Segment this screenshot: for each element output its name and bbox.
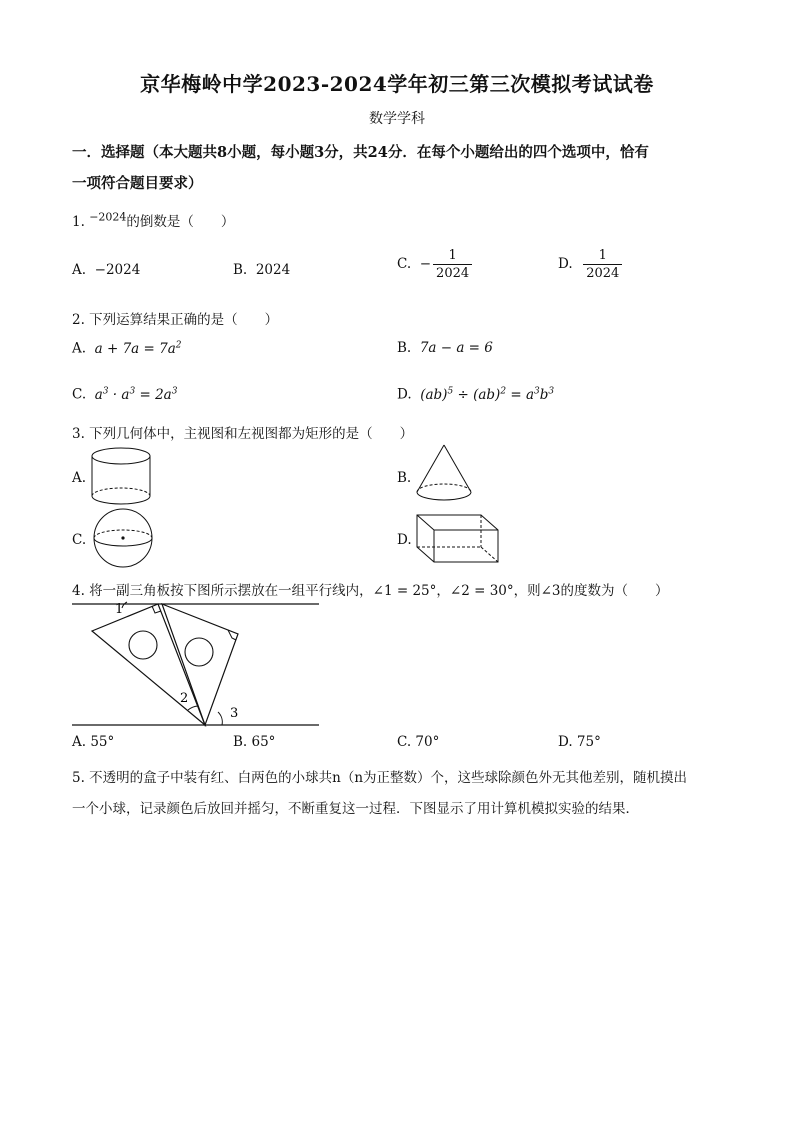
q2-option-a-formula: $a + 7a = 7a^2$ [90,340,182,357]
question-4: 4. 将一副三角板按下图所示摆放在一组平行线内，∠1 = 25°，∠2 = 30°，则∠3的度数为（ ） [72,583,669,599]
angle-3-label: 3 [230,706,239,721]
question-1-value: −2024 [89,210,127,224]
exam-title: 京华梅岭中学2023-2024学年初三第三次模拟考试试卷 [140,72,654,96]
q2-option-a [72,340,181,357]
parallel-lines-triangles-figure [70,598,322,728]
right-triangle [162,604,238,725]
q4-option-c: C. 70° [397,734,440,750]
q2-option-b-formula: 7a − a = 6 [419,340,493,356]
q3-option-a-label: A. [72,470,87,486]
section-heading-line2: 一项符合题目要求） [72,175,203,192]
question-1 [72,210,234,230]
q1-option-b [233,262,290,278]
q1-option-c-denominator: 2024 [433,264,472,281]
q1-option-d [558,248,622,281]
cylinder-figure [88,444,160,508]
exam-subject: 数学学科 [369,111,425,127]
question-2: 2. 下列运算结果正确的是（ ） [72,312,279,328]
section-heading-line1: 一．选择题（本大题共8小题，每小题3分，共24分．在每个小题给出的四个选项中，恰有 [72,144,649,161]
cone-figure [412,442,476,508]
question-1-text: 的倒数是（ ） [126,214,235,230]
q1-option-c-sign: − [419,256,432,272]
q4-option-b: B. 65° [233,734,276,750]
q2-option-b-label: B. [397,340,412,356]
q1-option-b-label: B. [233,262,248,278]
q1-option-c-fraction [433,248,472,281]
q2-option-a-label: A. [72,340,87,357]
q3-option-b-label: B. [397,470,412,486]
q4-option-d: D. 75° [558,734,601,750]
q4-option-a: A. 55° [72,734,115,750]
q1-option-c-label: C. [397,256,412,272]
angle-2-label: 2 [180,691,189,706]
q1-option-a-label: A. [72,262,87,278]
q2-option-c-label: C. [72,386,87,403]
q1-option-d-fraction [583,248,622,281]
question-1-number: 1. [72,214,85,230]
q1-option-a [72,262,140,278]
question-3: 3. 下列几何体中，主视图和左视图都为矩形的是（ ） [72,426,414,442]
q2-option-d [397,386,554,403]
question-5-line1: 5. 不透明的盒子中装有红、白两色的小球共n（n为正整数）个，这些球除颜色外无其他差别，随机摸出 [72,770,688,786]
q3-option-c-label: C. [72,532,87,548]
q2-option-c [72,386,177,403]
q3-option-d-label: D. [397,532,412,548]
q1-option-a-value: −2024 [94,262,141,278]
q1-option-c [397,248,472,281]
sphere-figure [88,507,158,569]
q1-option-d-label: D. [558,256,573,272]
q2-option-c-formula: $a^3 \cdot a^3 = 2a^3$ [90,386,178,403]
question-5-line2: 一个小球，记录颜色后放回并摇匀，不断重复这一过程．下图显示了用计算机模拟实验的结果． [72,801,639,817]
q1-option-c-numerator: 1 [448,248,457,263]
q2-option-b [397,340,493,356]
q1-option-b-value: 2024 [255,262,291,278]
q2-option-d-formula: $(ab)^5 \div (ab)^2 = a^3b^3$ [415,386,555,403]
triangular-prism-figure [412,510,504,568]
q1-option-d-numerator: 1 [598,248,607,263]
q2-option-d-label: D. [397,386,412,403]
angle-1-label: 1 [115,602,124,617]
left-triangle [92,604,205,725]
q1-option-d-denominator: 2024 [583,264,622,281]
